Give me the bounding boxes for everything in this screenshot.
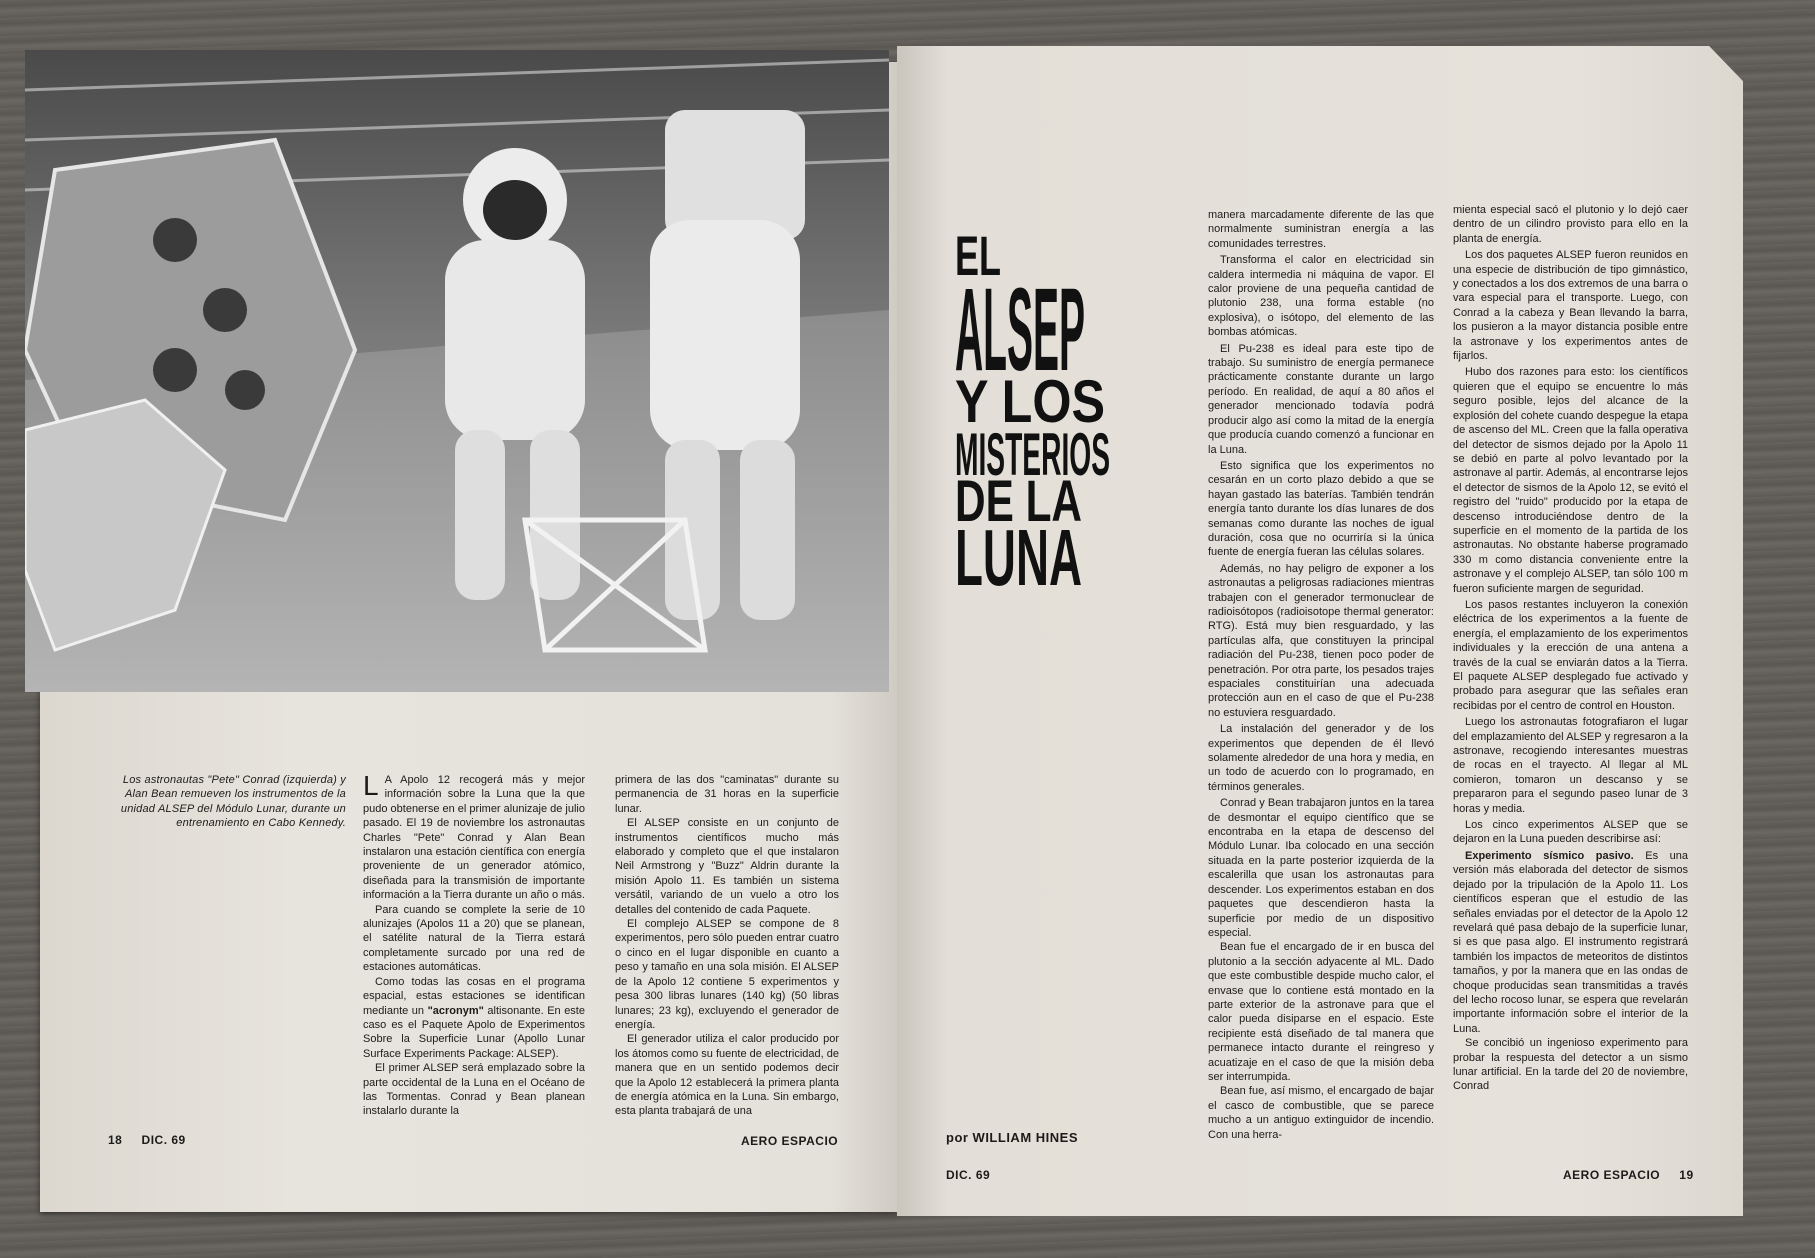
left-article-column-1 [363, 770, 585, 1119]
article-paragraph: El complejo ALSEP se compone de 8 experimentos, pero sólo pueden entrar cuatro o cinco en el lugar disponible en cuanto a peso y tamaño en una sola misión. El ALSEP de la Apolo 12 contiene 5 experimentos y pesa 300 libras lunares (140 kg) (50 libras lunares; 23 kg), excluyendo el generador de energía. [615, 918, 839, 1031]
article-paragraph: Bean fue, así mismo, el encargado de bajar el casco de combustible, que se parece mucho a un antiguo extinguidor de incendio. Con una herra- [1208, 1085, 1434, 1141]
article-paragraph: Transforma el calor en electricidad sin caldera intermedia ni máquina de vapor. El calor proviene de una pequeña cantidad de plutonio 238, una forma estable (no explosiva), o isótopo, del elemento de las bombas atómicas. [1208, 254, 1434, 339]
title-line: MISTERIOS [955, 421, 1110, 488]
astronauts-training-photo [25, 50, 889, 692]
magazine-name: AERO ESPACIO [741, 1134, 839, 1148]
article-paragraph: Luego los astronautas fotografiaron el lugar del emplazamiento del ALSEP y regresaron a la astronave, recogiendo interesantes muestras de rocas en el trayecto. Al llegar al ML comieron, tomaron un descanso y se prepararon para el segundo paseo lunar de 3 horas y media. [1453, 716, 1688, 815]
article-paragraph: Conrad y Bean trabajaron juntos en la tarea de desmontar el equipo científico que se encontraba en la etapa de descenso del Módulo Lunar. Iba colocado en una sección situada en la parte posterior izquierda de la escalerilla que usan los astronautas para descender. Los experimentos estaban en dos paquetes que descendieron hasta la superficie por medio de un dispositivo especial. [1208, 797, 1434, 939]
issue-date: DIC. 69 [946, 1168, 991, 1182]
right-article-column-1 [1208, 208, 1434, 1142]
page-number: 19 [1679, 1168, 1694, 1182]
article-paragraph: Los pasos restantes incluyeron la conexión eléctrica de los experimentos a la fuente de energía, el emplazamiento de los experimentos individuales y la erección de una antena a través de la cual se enviarán datos a la Tierra. El paquete ALSEP desplegado fue activado y probado para asegurar que las señales eran recibidas por el centro de control en Houston. [1453, 598, 1688, 712]
issue-date: DIC. 69 [141, 1133, 186, 1147]
article-paragraph: El primer ALSEP será emplazado sobre la parte occidental de la Luna en el Océano de las Tormentas. Conrad y Bean planean instalarlo durante la [363, 1062, 585, 1118]
experiment-heading: Experimento sísmico pasivo. [1465, 849, 1634, 862]
article-paragraph: Los dos paquetes ALSEP fueron reunidos en una especie de distribución de tipo gimnástico, y conectados a los dos extremos de una barra o vara especial para el transporte. Luego, con Conrad a la cabeza y Bean llevando la barra, los pusieron a la mayor distancia posible entre la astronave y los experimentos antes de fijarlos. [1453, 249, 1688, 363]
article-paragraph: El generador utiliza el calor producido por los átomos como su fuente de electricidad, de manera que en un sentido podemos decir que la Apolo 12 establecerá la primera planta de energía atómica en la Luna. Sin embargo, esta planta trabajará de una [615, 1033, 839, 1118]
article-paragraph: primera de las dos "caminatas" durante su permanencia de 31 horas en la superficie lunar. [615, 774, 839, 815]
article-paragraph: Se concibió un ingenioso experimento para probar la respuesta del detector a un sismo lunar artificial. En la tarde del 20 de noviembre, Conrad [1453, 1037, 1688, 1093]
title-line: DE LA [955, 469, 1082, 534]
article-paragraph: La instalación del generador y de los experimentos que dependen de él llevó solamente alrededor de una hora y media, en un todo de acuerdo con lo programado, en términos generales. [1208, 723, 1434, 793]
article-paragraph: Como todas las cosas en el programa espacial, estas estaciones se identifican mediante un "acronym" altisonante. En este caso es el Paquete Apolo de Experimentos Sobre la Superficie Lunar (Apollo Lunar Surface Experiments Package: ALSEP). [363, 975, 585, 1060]
left-article-column-2 [615, 773, 839, 1119]
acronym-bold-term: "acronym" [427, 1004, 484, 1017]
title-line: ALSEP [955, 264, 1085, 396]
article-paragraph: Para cuando se complete la serie de 10 alunizajes (Apolos 11 a 20) que se planean, el satélite natural de la Tierra estará completamente surcado por una red de estaciones automáticas. [363, 903, 585, 974]
right-footer-page-info [1563, 1168, 1694, 1182]
drop-cap: L [363, 770, 379, 801]
left-footer-page-info [108, 1133, 186, 1147]
article-paragraph: mienta especial sacó el plutonio y lo dejó caer dentro de un cilindro provisto para ello en la planta de energía. [1453, 204, 1688, 245]
article-paragraph: Hubo dos razones para esto: los científicos quieren que el equipo se encuentre lo más seguro posible, lejos del alcance de la explosión del cohete cuando despegue la etapa de ascenso del ML. Creen que la falla operativa del detector de sismos dejado por la Apolo 11 se debió en parte al polvo levantado por la astronave al partir. Además, al encontrarse lejos el detector de sismos de la Apolo 12, se evitó el registro del "ruido" producido por la etapa de descenso introduciéndose dentro de la superficie en el momento de la partida de los astronautas. No obstante haberse programado 330 m como distancia conveniente entre la astronave y el complejo ALSEP, tan sólo 100 m fueron suficiente margen de seguridad. [1453, 366, 1688, 595]
article-paragraph: Experimento sísmico pasivo. Es una versión más elaborada del detector de sismos dejado por la tripulación de la Apolo 11. Los científicos esperan que el estudio de las señales enviadas por el detector de la Apolo 12 revelará qué pasa debajo de la superficie lunar, si es que pasa algo. El instrumento registrará también los impactos de meteoritos de distintos tamaños, y por la manera que en las ondas de choque producidas sean transmitidas a través del lecho rocoso lunar, se espera que revelarán importante información sobre el interior de la Luna. [1453, 849, 1688, 1035]
title-line: Y LOS [955, 368, 1105, 435]
article-paragraph: El Pu-238 es ideal para este tipo de trabajo. Su suministro de energía permanece prácticamente constante durante un largo período. En realidad, de aquí a 80 años el generador mencionado todavía podrá producir algo así como la mitad de la energía que producía cuando comenzó a funcionar en la Luna. [1208, 342, 1434, 456]
article-paragraph: El ALSEP consiste en un conjunto de instrumentos científicos mucho más elaborado y completo que el que instalaron Neil Armstrong y "Buzz" Aldrin durante la misión Apolo 11. Es también un sistema versátil, variando de un vuelo a otro los detalles del contenido de cada Paquete. [615, 817, 839, 916]
page-number: 18 [108, 1133, 123, 1147]
right-article-column-2 [1453, 203, 1688, 1094]
article-paragraph: manera marcadamente diferente de las que normalmente suministran energía a las comunidades terrestres. [1208, 209, 1434, 250]
article-title [940, 220, 1140, 600]
magazine-name: AERO ESPACIO [1563, 1168, 1661, 1182]
article-paragraph: Además, no hay peligro de exponer a los astronautas a peligrosas radiaciones mientras trabajen con el generador termonuclear de radioisótopos (radioisotope thermal generator: RTG). Está muy bien resguardado, y las partículas alfa, que constituyen la principal radiación del Pu-238, tienen poco poder de penetración. Por otra parte, los pesados trajes espaciales constituirían una adecuada protección aun en el caso de que el Pu-238 no estuviera resguardado. [1208, 562, 1434, 719]
title-line: LUNA [955, 513, 1082, 600]
article-paragraph: Bean fue el encargado de ir en busca del plutonio a la sección adyacente al ML. Dado que este combustible despide mucho calor, el envase que lo contiene está montado en la parte exterior de la astronave para que el calor pueda disiparse en el espacio. Este recipiente está diseñado de tal manera que permanece intacto durante el reingreso y acuatizaje en el caso de que la misión deba ser interrumpida. [1208, 941, 1434, 1083]
author-byline: por WILLIAM HINES [946, 1130, 1078, 1145]
article-paragraph: Esto significa que los experimentos no cesarán en un corto plazo debido a que se hayan gastado las baterías. También tendrán energía tanto durante los días lunares de dos semanas como durante las noches de igual duración, cosa que no ocurriría si la única fuente de energía fueran las células solares. [1208, 459, 1434, 559]
article-paragraph: L A Apolo 12 recogerá más y mejor información sobre la Luna que la que pudo obtenerse en el primer alunizaje de julio pasado. El 19 de noviembre los astronautas Charles "Pete" Conrad y Alan Bean instalaron una estación científica con energía proveniente de un generador atómico, diseñada para la transmisión de importante información a la Tierra durante un año o más. [363, 770, 585, 902]
photo-caption: Los astronautas "Pete" Conrad (izquierda) y Alan Bean remueven los instrumentos de la unidad ALSEP del Módulo Lunar, durante un entrenamiento en Cabo Kennedy. [120, 774, 346, 830]
title-line: EL [955, 224, 1001, 287]
article-paragraph: Los cinco experimentos ALSEP que se dejaron en la Luna pueden describirse así: [1453, 819, 1688, 846]
